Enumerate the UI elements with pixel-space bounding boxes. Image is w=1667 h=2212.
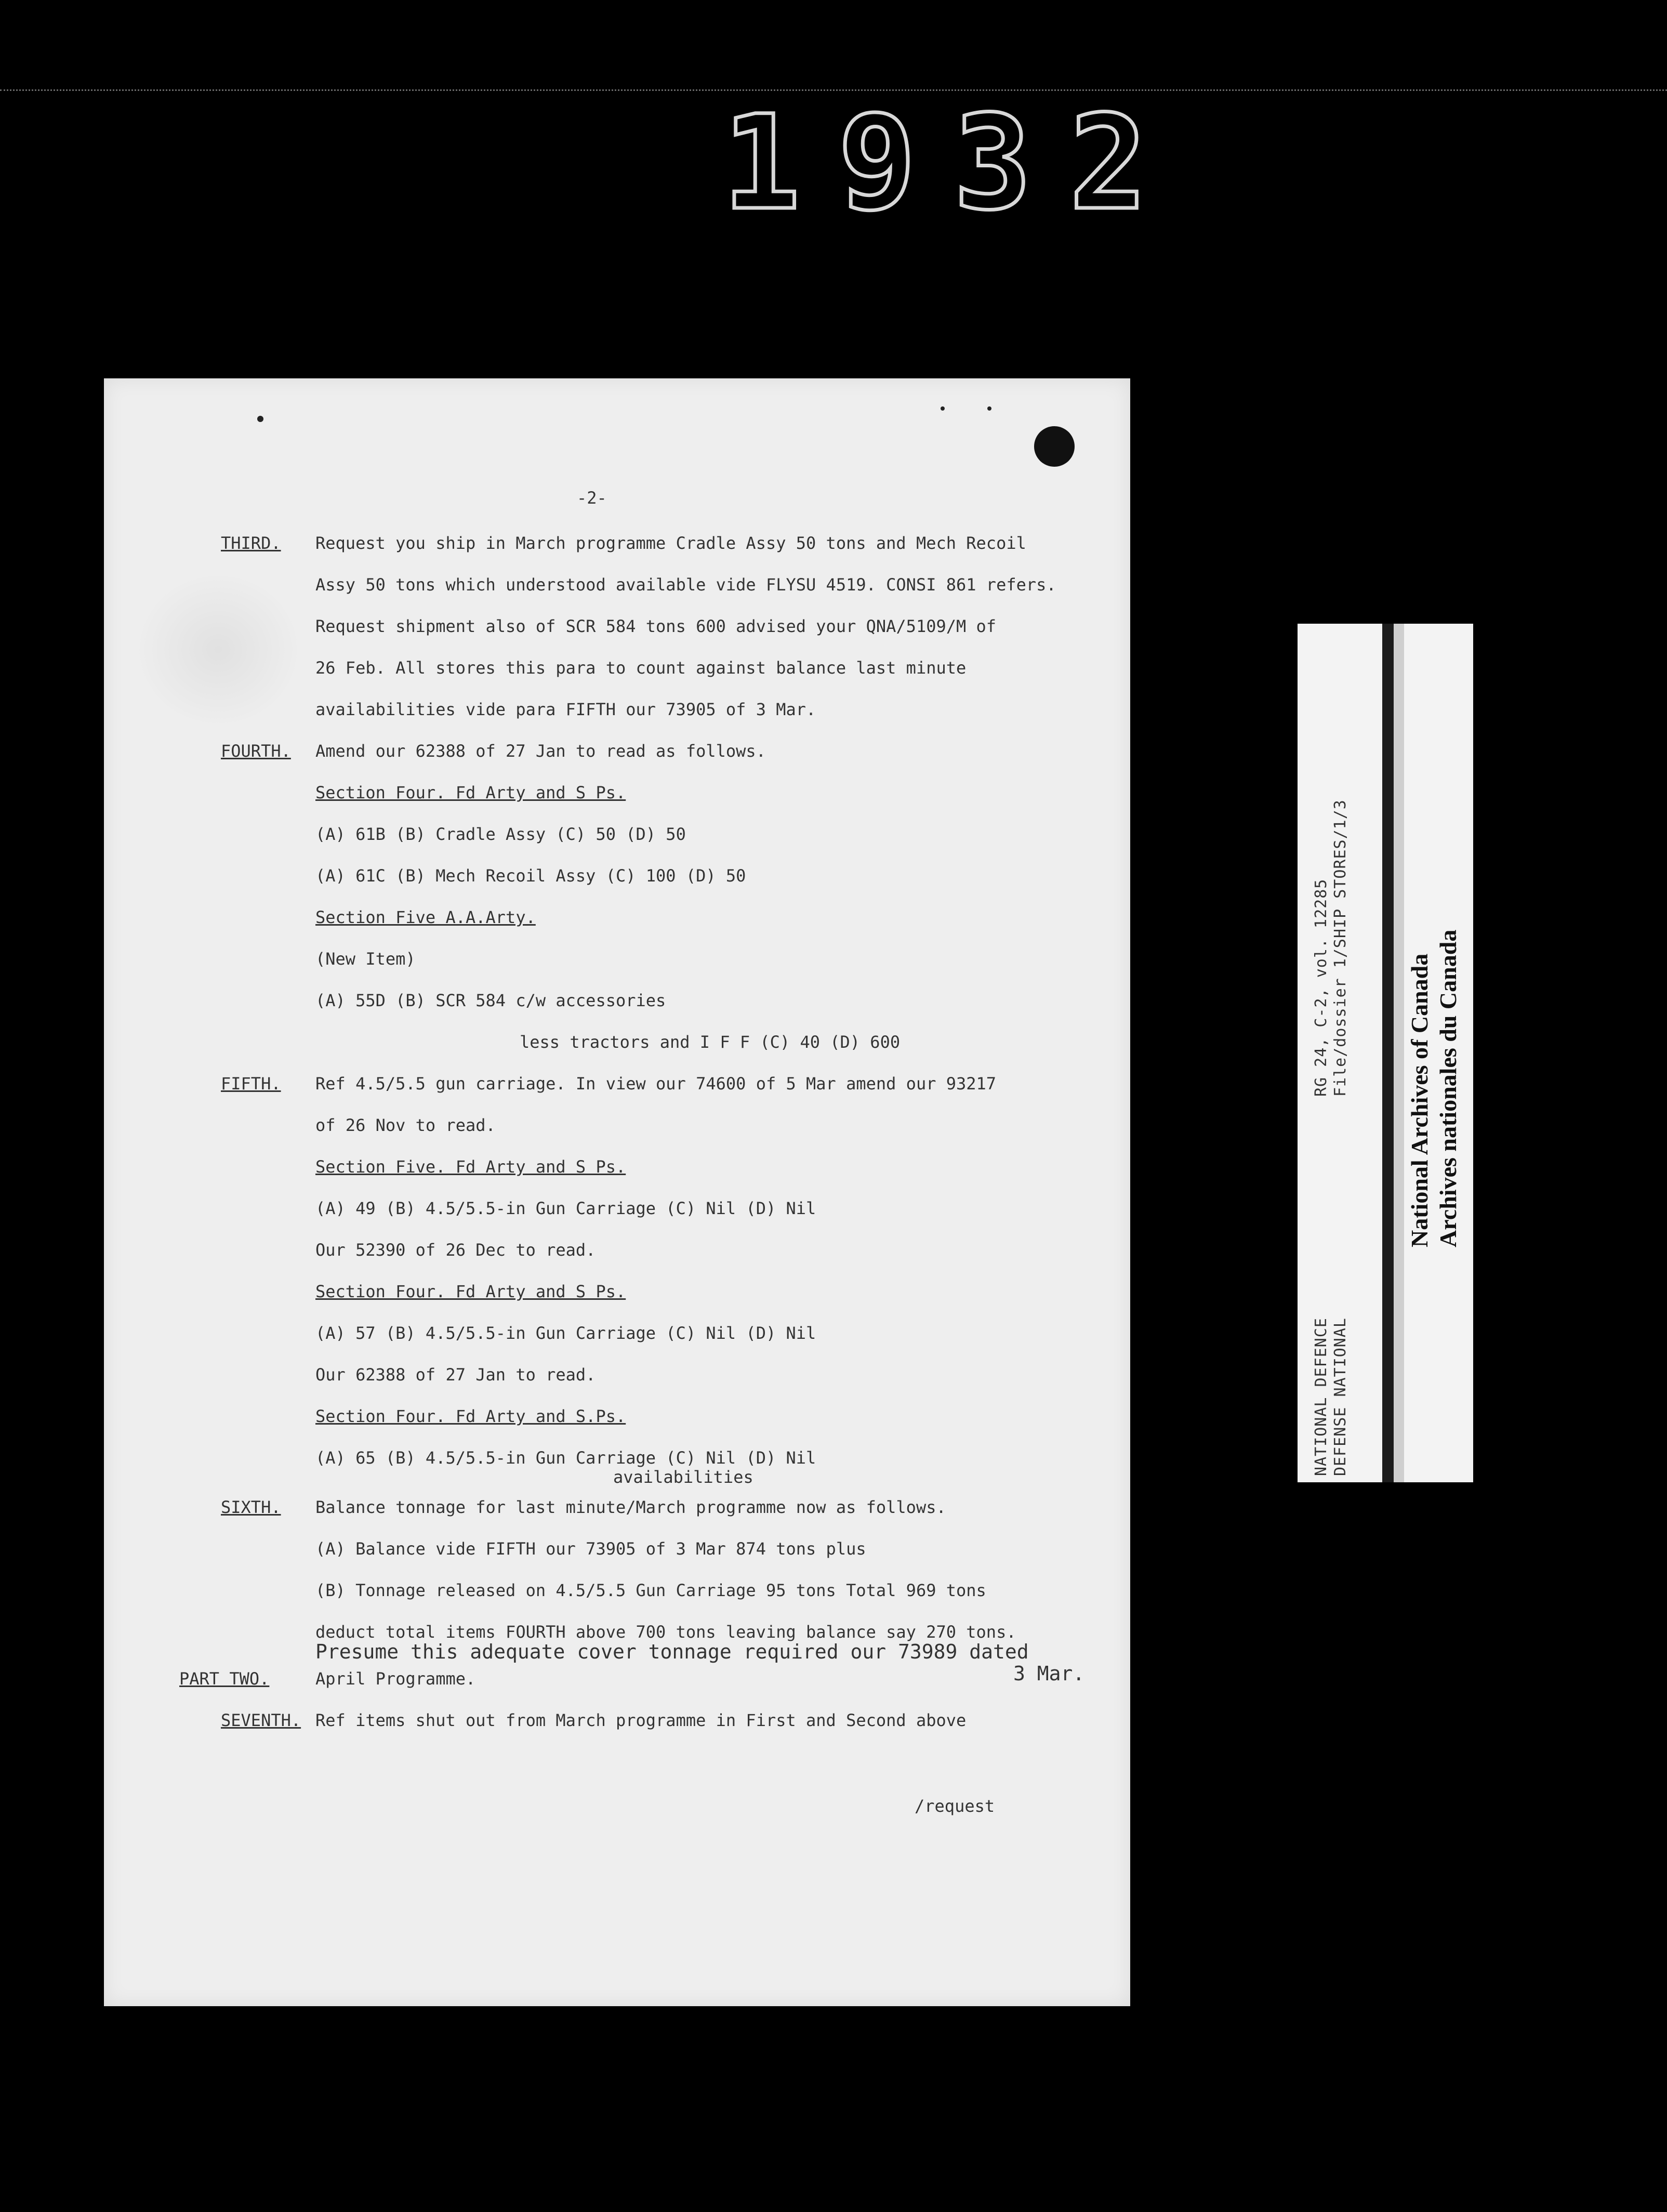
- archive-name-fr: Archives nationales du Canada: [1435, 929, 1461, 1247]
- text-line: Our 62388 of 27 Jan to read.: [315, 1365, 596, 1385]
- department-line: DEFENSE NATIONAL: [1331, 1318, 1350, 1476]
- ink-speck: [987, 406, 991, 411]
- section-heading: Section Four. Fd Arty and S.Ps.: [315, 1406, 626, 1426]
- text-line: availabilities vide para FIFTH our 73905 of 3 Mar.: [315, 700, 816, 719]
- section-heading: Section Four. Fd Arty and S Ps.: [315, 1282, 626, 1301]
- interlinear-insert: availabilities: [613, 1467, 753, 1487]
- text-line: 3 Mar.: [1013, 1662, 1085, 1685]
- text-line: Ref 4.5/5.5 gun carriage. In view our 74600 of 5 Mar amend our 93217: [315, 1074, 997, 1094]
- text-line: (B) Tonnage released on 4.5/5.5 Gun Carriage 95 tons Total 969 tons: [315, 1581, 986, 1600]
- department-line: NATIONAL DEFENCE: [1312, 1318, 1330, 1476]
- punch-hole: [1034, 426, 1075, 467]
- table-row: (A) 55D (B) SCR 584 c/w accessories: [315, 991, 666, 1010]
- text-line: (New Item): [315, 949, 416, 969]
- table-row: (A) 61B (B) Cradle Assy (C) 50 (D) 50: [315, 824, 686, 844]
- heading-fourth: FOURTH.: [221, 741, 291, 761]
- table-row: less tractors and I F F (C) 40 (D) 600: [520, 1032, 901, 1052]
- text-line: Balance tonnage for last minute/March programme now as follows.: [315, 1497, 946, 1517]
- page-number: -2-: [577, 488, 607, 508]
- heading-sixth: SIXTH.: [221, 1497, 281, 1517]
- section-heading: Section Four. Fd Arty and S Ps.: [315, 783, 626, 802]
- text-line: Amend our 62388 of 27 Jan to read as follows.: [315, 741, 766, 761]
- section-heading: Section Five. Fd Arty and S Ps.: [315, 1157, 626, 1177]
- label-shade: [1394, 624, 1404, 1482]
- ink-speck: [941, 406, 945, 411]
- ink-speck: [257, 416, 263, 422]
- text-line: deduct total items FOURTH above 700 tons leaving balance say 270 tons.: [315, 1622, 1016, 1642]
- faint-stamp-mark: [135, 572, 301, 728]
- table-row: (A) 57 (B) 4.5/5.5-in Gun Carriage (C) Nil (D) Nil: [315, 1323, 816, 1343]
- text-line: Presume this adequate cover tonnage required our 73989 dated: [315, 1640, 1029, 1663]
- text-line: of 26 Nov to read.: [315, 1115, 496, 1135]
- section-heading: Section Five A.A.Arty.: [315, 907, 536, 927]
- heading-third: THIRD.: [221, 533, 281, 553]
- heading-fifth: FIFTH.: [221, 1074, 281, 1094]
- heading-part-two: PART TWO.: [179, 1669, 270, 1689]
- text-line: Request shipment also of SCR 584 tons 600 advised your QNA/5109/M of: [315, 616, 997, 636]
- text-line: April Programme.: [315, 1669, 476, 1689]
- catchword: /request: [915, 1796, 995, 1816]
- microfilm-frame-number: 1932: [722, 87, 1185, 239]
- text-line: 26 Feb. All stores this para to count against balance last minute: [315, 658, 967, 678]
- text-line: Assy 50 tons which understood available vide FLYSU 4519. CONSI 861 refers.: [315, 575, 1056, 595]
- archive-name-en: National Archives of Canada: [1406, 953, 1433, 1247]
- label-divider: [1382, 624, 1394, 1482]
- table-row: (A) 65 (B) 4.5/5.5-in Gun Carriage (C) Nil (D) Nil: [315, 1448, 816, 1468]
- text-line: Our 52390 of 26 Dec to read.: [315, 1240, 596, 1260]
- text-line: Ref items shut out from March programme in First and Second above: [315, 1710, 967, 1730]
- table-row: (A) 61C (B) Mech Recoil Assy (C) 100 (D) 50: [315, 866, 746, 886]
- archive-reference-line: File/dossier 1/SHIP STORES/1/3: [1331, 799, 1350, 1097]
- text-line: (A) Balance vide FIFTH our 73905 of 3 Mar 874 tons plus: [315, 1539, 866, 1559]
- archive-reference-line: RG 24, C-2, vol. 12285: [1312, 878, 1330, 1097]
- table-row: (A) 49 (B) 4.5/5.5-in Gun Carriage (C) Nil (D) Nil: [315, 1199, 816, 1218]
- heading-seventh: SEVENTH.: [221, 1710, 301, 1730]
- text-line: Request you ship in March programme Cradle Assy 50 tons and Mech Recoil: [315, 533, 1026, 553]
